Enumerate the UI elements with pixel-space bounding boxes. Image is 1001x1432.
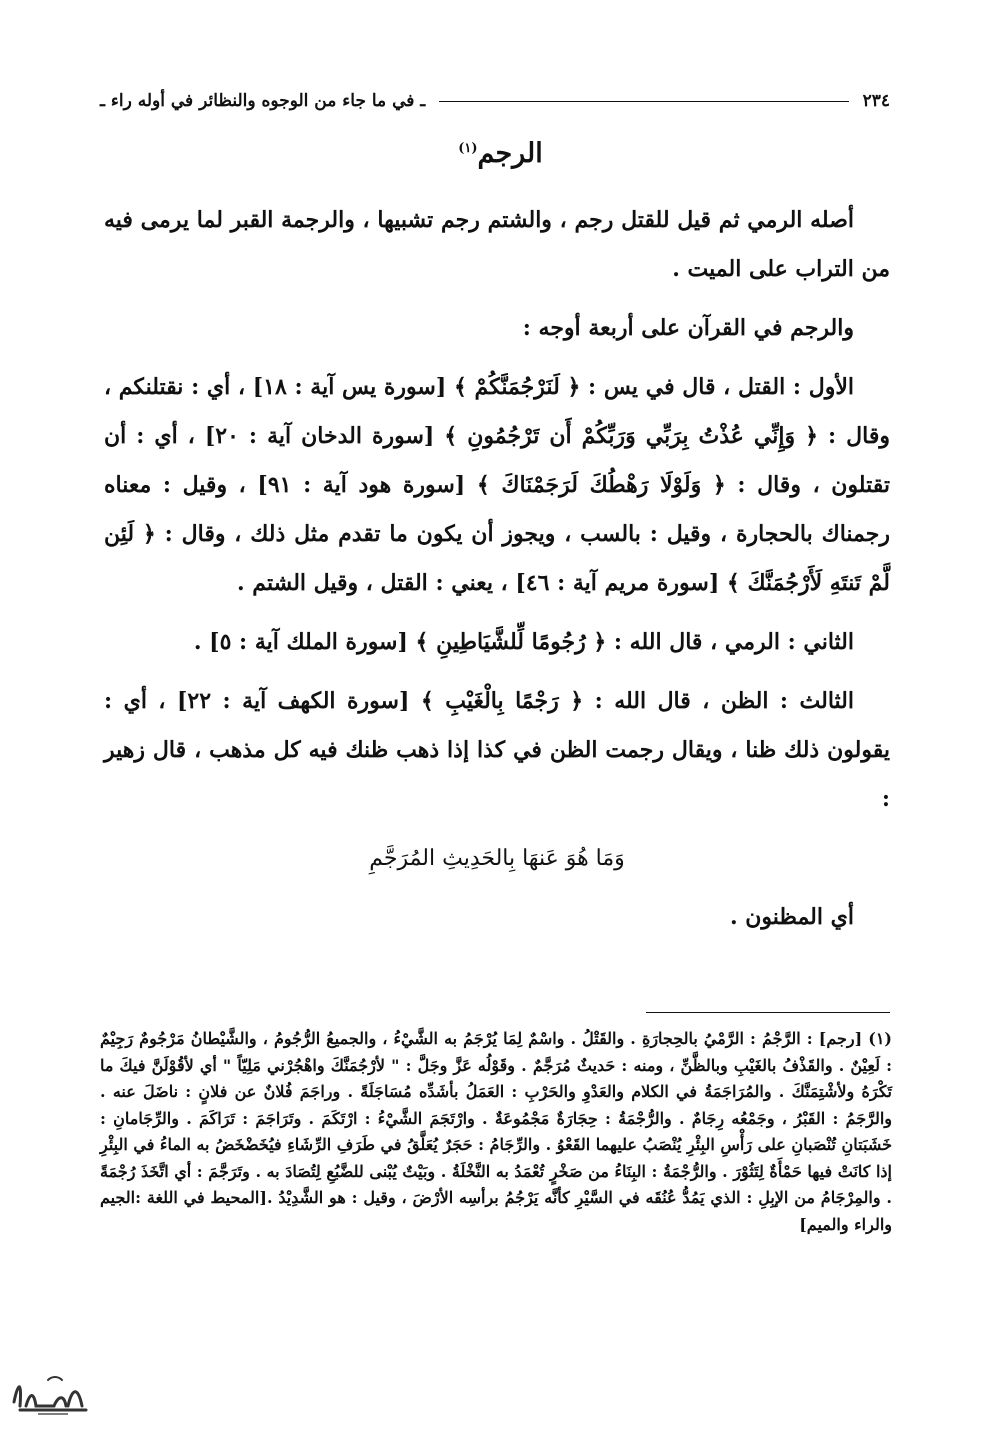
paragraph-definition: أصله الرمي ثم قيل للقتل رجم ، والشتم رجم تشبيها ، والرجمة القبر لما يرمى فيه من التراب على الميت . (104, 207, 890, 282)
watermark-logo (8, 1362, 92, 1418)
footnote-rule (646, 1012, 890, 1013)
entry-title-text: الرجم (477, 138, 543, 169)
header-rule (439, 101, 848, 102)
paragraph-meaning-1: الأول : القتل ، قال في يس : ﴿ لَنَرْجُمَنَّكُمْ ﴾ [سورة يس آية : ١٨] ، أي : نقتلنكم ، وقال : ﴿ وَإِنِّي عُذْتُ بِرَبِّي وَرَبِّكُمْ أَن تَرْجُمُونِ ﴾ [سورة الدخان آية : ٢٠] ، أي : أن تقتلون ، وقال : ﴿ وَلَوْلَا رَهْطُكَ لَرَجَمْنَاكَ ﴾ [سورة هود آية : ٩١] ، وقيل : معناه رجمناك بالحجارة ، وقيل : بالسب ، ويجوز أن يكون ما تقدم مثل ذلك ، وقال : ﴿ لَئِن لَّمْ تَنتَهِ لَأَرْجُمَنَّكَ ﴾ [سورة مريم آية : ٤٦] ، يعني : القتل ، وقيل الشتم . (104, 374, 890, 596)
running-title: ـ في ما جاء من الوجوه والنظائر في أوله راء ـ (100, 91, 426, 111)
paragraph-meaning-3: الثالث : الظن ، قال الله : ﴿ رَجْمًا بِالْغَيْبِ ﴾ [سورة الكهف آية : ٢٢] ، أي : يقولون ذلك ظنا ، ويقال رجمت الظن في كذا إذا ذهب ظنك فيه كل مذهب ، قال زهير : (104, 688, 890, 812)
footnote: (١) [رجم] : الرَّجْمُ : الرَّمْيُ بالحِجارَةِ . والقَتْلُ . واسْمٌ لِمَا يُرْجَمُ به الشَّيْءُ ، والجميعُ الرُّجُومُ ، والشَّيْطانُ مَرْجُومٌ رَجِيْمٌ : لَعِيْنٌ . والقَذْفُ بالغَيْبِ وبالظَّنِّ ، ومنه : حَديثٌ مُرَجَّمٌ . وقَوْلُه عَزَّ وجَلَّ : " لأرْجُمَنَّكَ واهْجُرْني مَلِيّاً " أي لأقُوْلَنَّ فيكَ ما تَكْرَهُ ولأشْتِمَنَّكَ . والمُرَاجَمَةُ في الكلام والعَدْوِ والحَرْبِ : العَمَلُ بأشَدِّه مُسَاجَلَةً . وراجَمَ فُلانٌ عن فلانٍ : ناضَلَ عنه . والرَّجَمُ : القَبْرُ ، وجَمْعُه رِجَامٌ . والرُّجْمَةُ : حِجَارَةٌ مَجْمُوعَةٌ . وارْتَجَمَ الشَّيْءُ : ارْتَكَمَ . وتَرَاجَمَ : تَرَاكَمَ . والرِّجَامانِ : خَشَبَتانِ تُنْصَبانِ على رَأْسِ البِئْرِ يُنْصَبُ عليهما القَعْوُ . والرِّجَامُ : حَجَرٌ يُعَلَّقُ في طَرَفِ الرِّشَاءِ فيُخَضْخَضُ به الماءُ في البِئْرِ إذا كانَتْ فيها حَمْأَةٌ لِتَثُوْرَ . والرُّجْمَةُ : البِنَاءُ من صَخْرٍ تُعْمَدُ به النَّخْلَةُ . وبَيْتٌ يُبْنى للضَّبُعِ لِتُصَادَ به . وتَرَجَّمَ : أي اتَّخَذَ رُجْمَةً . والمِرْجَامُ من الإبِلِ : الذي يَمُدُّ عُنُقَه في السَّيْرِ كأنَّه يَرْجُمُ برأسِه الأرْضَ ، وقيل : هو الشَّدِيْدُ .[المحيط في اللغة :الجيم والراء والميم] (100, 1029, 892, 1234)
paragraph-closing: أي المظنون . (729, 904, 854, 930)
body-text (104, 196, 890, 952)
paragraph-intro: والرجم في القرآن على أربعة أوجه : (522, 315, 854, 341)
entry-title (0, 138, 1001, 169)
paragraph-meaning-2: الثاني : الرمي ، قال الله : ﴿ رُجُومًا لِّلشَّيَاطِينِ ﴾ [سورة الملك آية : ٥] . (193, 629, 854, 655)
running-header (100, 86, 890, 116)
footnote-marker: (١) (458, 141, 478, 156)
page-number: ٢٣٤ (862, 91, 890, 111)
poetry-verse: وَمَا هُوَ عَنهَا بِالحَدِيثِ المُرَجَّمِ (369, 846, 625, 871)
watermark-calligraphy-icon (8, 1362, 92, 1418)
